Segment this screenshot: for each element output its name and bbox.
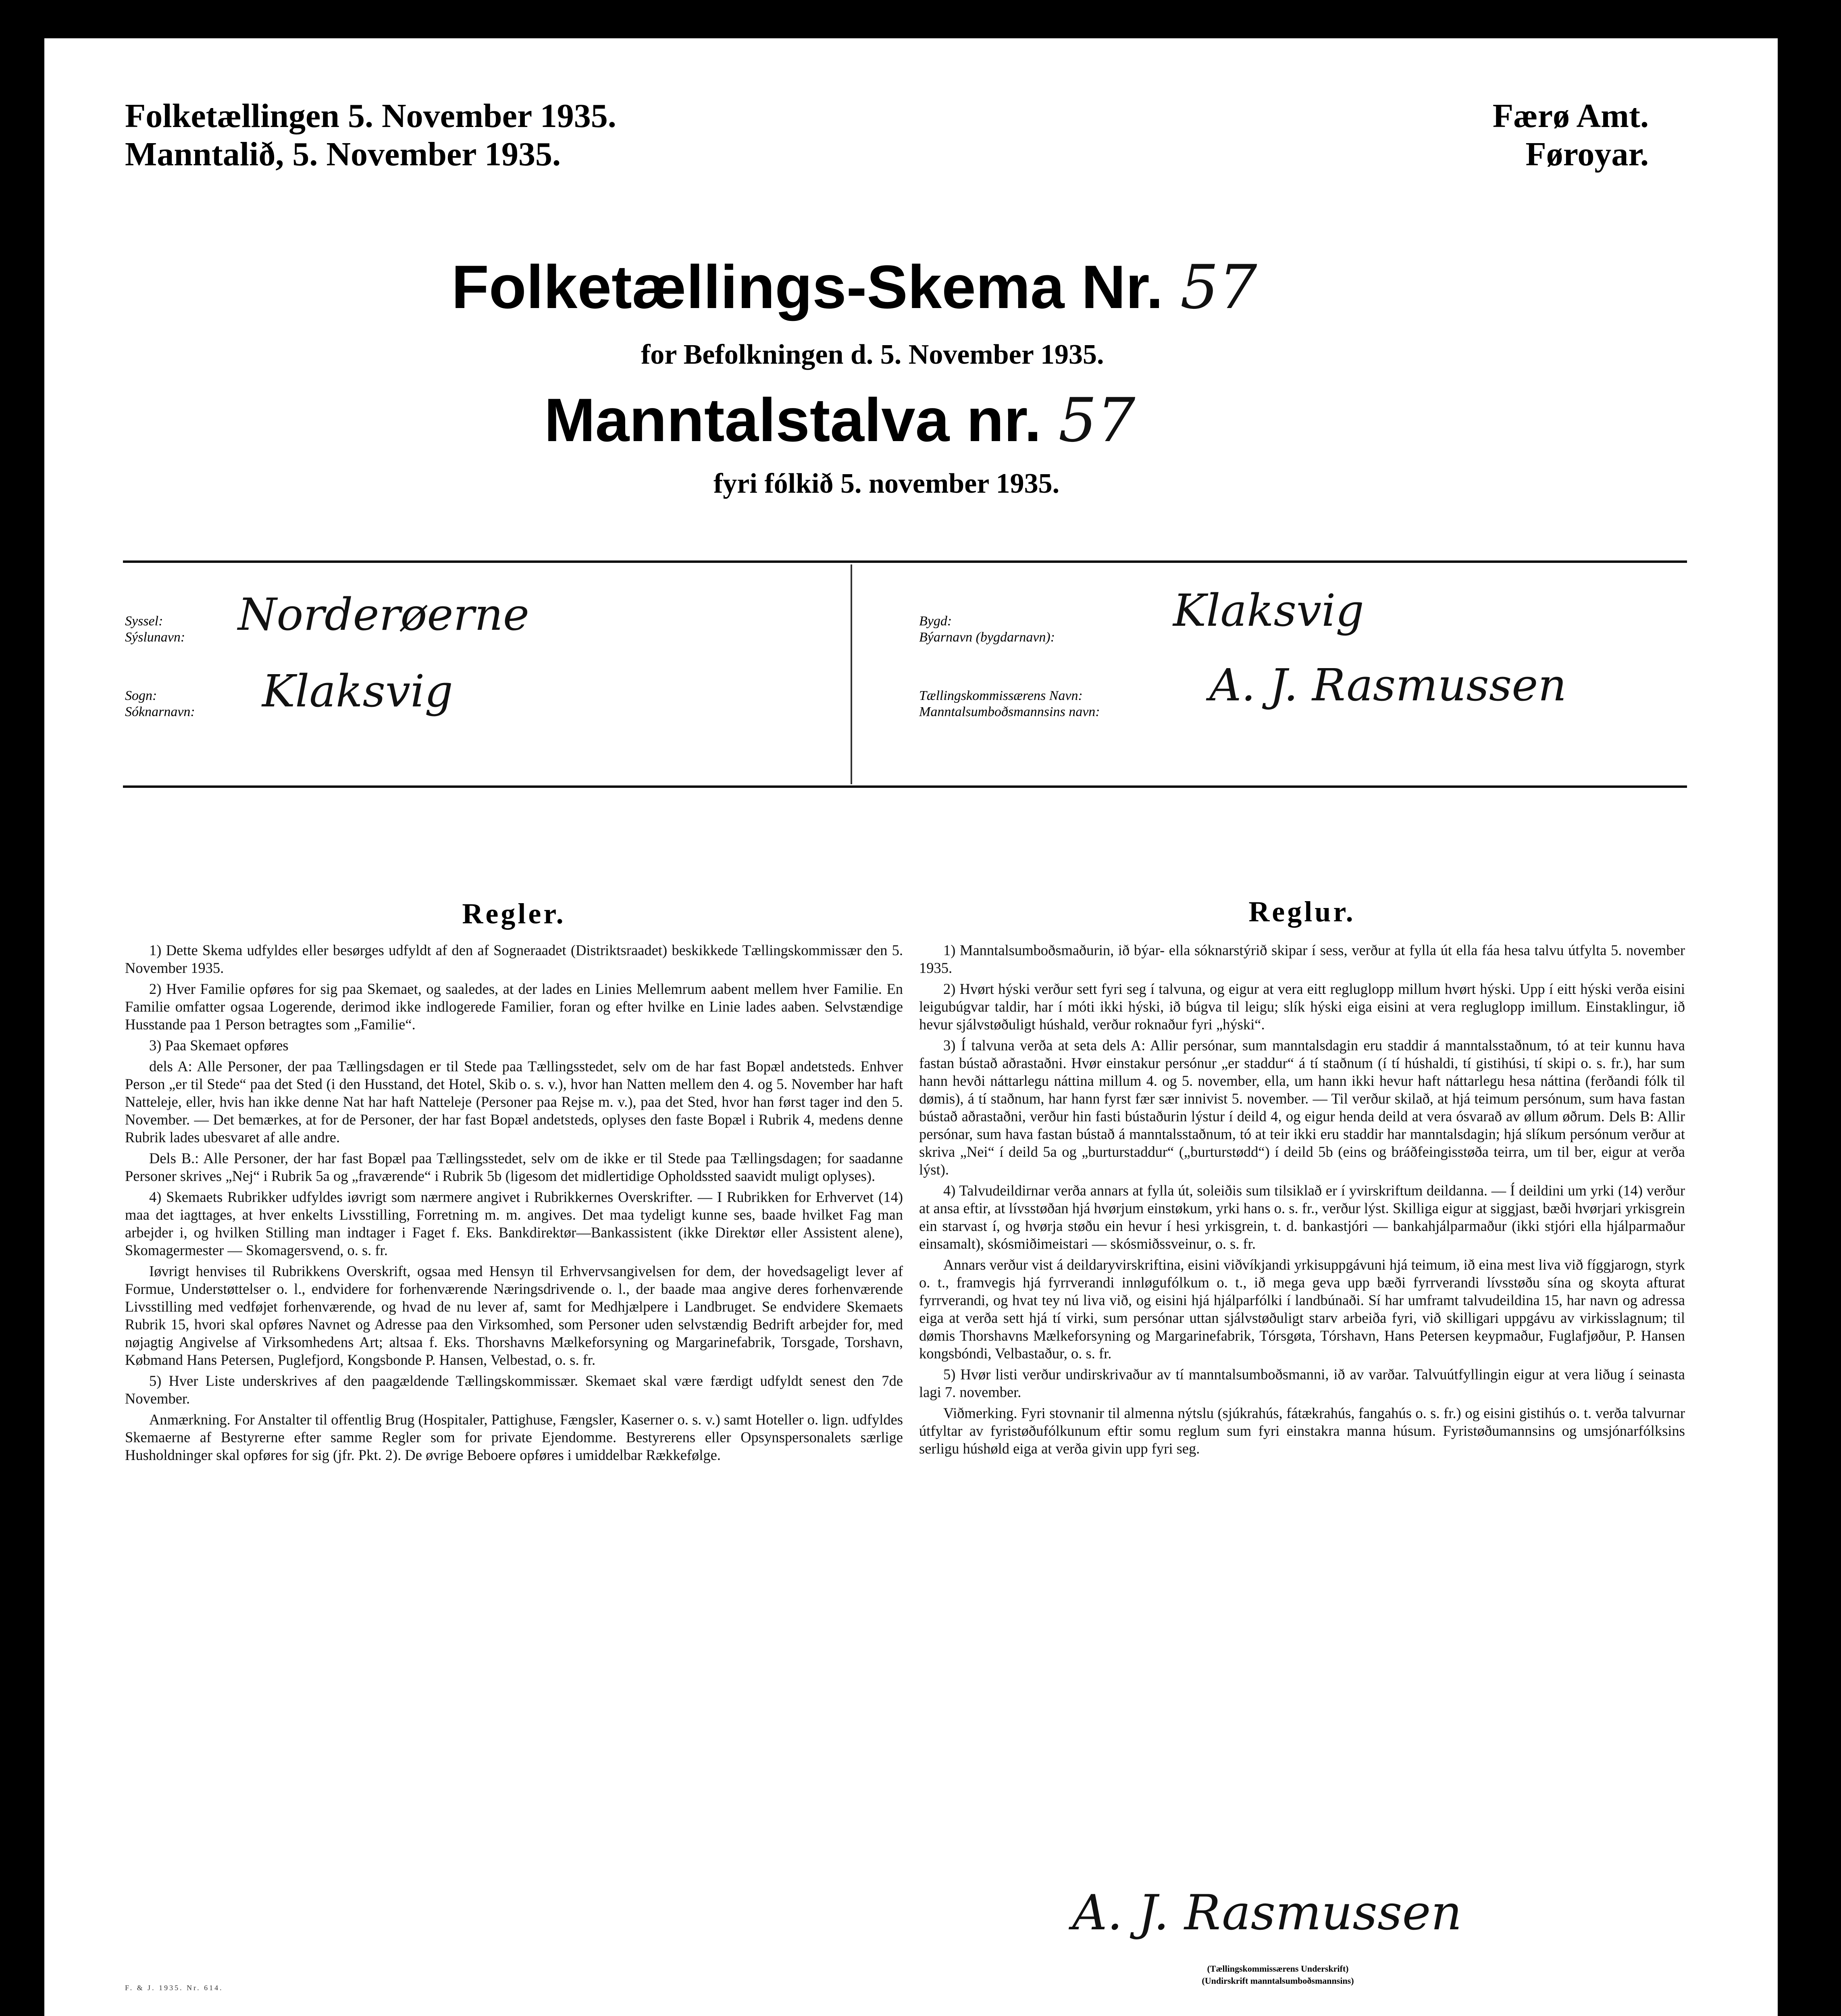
header-census-danish: Folketællingen 5. November 1935.	[125, 97, 616, 135]
sogn-value-handwritten: Klaksvig	[262, 665, 453, 717]
field-block-bottom-rule	[123, 785, 1687, 788]
regler-paragraph: 3) Paa Skemaet opføres	[149, 1037, 289, 1054]
field-block-divider	[851, 564, 852, 784]
regler-paragraph: Dels B.: Alle Personer, der har fast Bopæl paa Tællingsstedet, selv om de ikke er til Stede paa Tællingsdagen; for saadanne Personer skrives „Nej“ i Rubrik 5a og „fraværende“ i Rubrik 5b (ligesom det midlertidige Opholdssted saavidt muligt oplyses).	[125, 1150, 903, 1184]
kommissaer-label: Tællingskommissærens Navn:	[919, 688, 1083, 703]
reglur-paragraph: 2) Hvørt hýski verður sett fyri seg í talvuna, og eigur at vera eitt regluglopp millum hvørt hýski. Upp í eitt hýski verða eisini leigubúgvar taldir, har í móti ikki hýski, ið búgva til leigu; slík hýski eiga eisini at vera regluglopp imillum. Einstaklingur, ið hevur sjálvstøðuligt húshald, verður roknaður fyri „hýski“.	[919, 981, 1685, 1033]
regler-title: Regler.	[462, 898, 566, 930]
soknarnavn-label: Sóknarnavn:	[125, 704, 195, 719]
regler-paragraph: dels A: Alle Personer, der paa Tællingsdagen er til Stede paa Tællingsstedet, selv om de har fast Bopæl andetsteds. Enhver Person „er til Stede“ paa det Sted (i den Husstand, det Hotel, Skib o. s. v.), hvor han Natten mellem den 4. og 5. November har haft Natteleje, eller, hvis han ikke denne Nat har haft Natteleje (Personer paa Rejse m. v.), paa det Sted, hvor han først tager ind den 5. November. — Det bemærkes, at for de Personer, der har fast Bopæl andetsteds, oplyses den faste Bopæl i Rubrik 4, medens denne Rubrik lades ubesvaret af alle andre.	[125, 1058, 903, 1145]
umbodsmann-label: Manntalsumboðsmannsins navn:	[919, 704, 1100, 719]
regler-paragraph: 4) Skemaets Rubrikker udfyldes iøvrigt som nærmere angivet i Rubrikkernes Overskrifter. — I Rubrikken for Erhvervet (14) maa det iagttages, at hver enkelts Livsstilling, Forretning m. m. angives. Det maa tydeligt kunne ses, baade hvilket Fag man arbejder i, og hvilken Stilling man indtager i Faget f. Eks. Bankdirektør—Bankassistent (ikke Direktør eller Assistent alene), Skomagermester — Skomagersvend, o. s. fr.	[125, 1189, 903, 1258]
printer-mark: F. & J. 1935. Nr. 614.	[125, 1984, 223, 1992]
form-number-faroese-handwritten: 57	[1058, 385, 1136, 456]
reglur-paragraph: Viðmerking. Fyri stovnanir til almenna nýtslu (sjúkrahús, fátækrahús, fangahús o. s. fr.) og eisini gistihús o. t. verða talvurnar útfyltar av fyristøðufólkunum eftir somu reglum sum fyri einstakra manna húsum. Fyristøðumannsins og umsjónarfólksins serligu húshøld eiga at verða givin upp fyri seg.	[919, 1405, 1685, 1457]
form-title-faroese-label: Manntalstalva nr.	[544, 386, 1042, 454]
regler-paragraph: Anmærkning. For Anstalter til offentlig Brug (Hospitaler, Pattighuse, Fængsler, Kaserner o. s. v.) samt Hoteller o. lign. udfyldes Skemaerne af Bestyrerne efter samme Regler som for private Ejendomme. Bestyrerens eller Opsynspersonalets særlige Husholdninger skal opføres for sig (jfr. Pkt. 2). De øvrige Beboere opføres i umiddelbar Rækkefølge.	[125, 1411, 903, 1463]
kommissaer-value-handwritten: A. J. Rasmussen	[1209, 659, 1567, 711]
reglur-paragraph: 1) Manntalsumboðsmaðurin, ið býar- ella sóknarstýrið skipar í sess, verður at fylla út ella fáa hesa talvu útfylta 5. november 1935.	[919, 942, 1685, 976]
sogn-label: Sogn:	[125, 688, 157, 703]
syssel-label: Syssel:	[125, 614, 163, 629]
regler-paragraph: Iøvrigt henvises til Rubrikkens Overskrift, ogsaa med Hensyn til Erhvervsangivelsen for dem, der hovedsageligt lever af Formue, Understøttelser o. l., endvidere for forhenværende Næringsdrivende o. l., der baade maa angive deres forhenværende Livsstilling med vedføjet forhenværende, og hvad de nu lever af, samt for Medhjælpere i Landbruget. Se endvidere Skemaets Rubrik 15, hvori skal opføres Navnet og Adresse paa den Virksomhed, som Personer uden selvstændig Bedrift arbejder for, med nøjagtig Angivelse af Virksomhedens Art; altsaa f. Eks. Thorshavns Mælkeforsyning og Margarinefabrik, Torsgade, Torshavn, Købmand Hans Petersen, Puglefjord, Kongsbonde P. Hansen, Velbestad, o. s. fr.	[125, 1263, 903, 1368]
signature-caption-faroese: (Undirskrift manntalsumboðsmannsins)	[1202, 1976, 1354, 1986]
form-title-danish	[451, 252, 1257, 323]
header-census-faroese: Manntalið, 5. November 1935.	[125, 135, 561, 173]
regler-paragraph: 1) Dette Skema udfyldes eller besørges udfyldt af den af Sogneraadet (Distriktsraadet) beskikkede Tællingskommissær den 5. November 1935.	[125, 942, 903, 976]
reglur-column	[919, 941, 1685, 1461]
regler-paragraph: 2) Hver Familie opføres for sig paa Skemaet, og saaledes, at der lades en Linies Mellemrum aabent mellem hver Familie. En Familie omfatter ogsaa Logerende, derimod ikke indlogerede Familier, foran og efter hvilke en Linie lades aaben. Selvstændige Husstande paa 1 Person betragtes som „Familie“.	[125, 981, 903, 1033]
form-title-danish-label: Folketællings-Skema Nr.	[451, 253, 1163, 321]
reglur-paragraph: 5) Hvør listi verður undirskrivaður av tí manntalsumboðsmanni, ið av varðar. Talvuútfyllingin eigur at vera liðug í seinasta lagi 7. november.	[919, 1366, 1685, 1400]
form-subtitle-faroese: fyri fólkið 5. november 1935.	[714, 468, 1060, 499]
form-title-faroese	[544, 385, 1135, 456]
form-number-handwritten: 57	[1180, 252, 1257, 323]
header-county-danish: Færø Amt.	[1492, 97, 1649, 135]
field-block-top-rule	[123, 560, 1687, 563]
reglur-paragraph: 4) Talvudeildirnar verða annars at fylla út, soleiðis sum tilsiklað er í yvirskriftum deildanna. — Í deildini um yrki (14) verður at ansa eftir, at lívsstøðan hjá hvørjum einstøkum, yrki hans o. s. fr., verður lýst. Skilliga eigur at siggjast, bæði hvørjari yrkisgrein ein starvast í, og hvørja støðu ein hevur í hesi yrkisgrein, t. d. bankastjóri — bankahjálparmaður (ikki stjóri ella hjálparmaður einsamalt), skósmiðimeistari — skósmiðssveinur, o. s. fr.	[919, 1182, 1685, 1252]
syslunavn-label: Sýslunavn:	[125, 630, 185, 645]
form-subtitle-danish: for Befolkningen d. 5. November 1935.	[641, 339, 1104, 370]
bygd-value-handwritten: Klaksvig	[1173, 585, 1364, 636]
signature-caption-danish: (Tællingskommissærens Underskrift)	[1207, 1964, 1349, 1974]
syssel-value-handwritten: Norderøerne	[238, 589, 530, 640]
regler-paragraph: 5) Hver Liste underskrives af den paagældende Tællingskommissær. Skemaet skal være færdigt udfyldt senest den 7de November.	[125, 1372, 903, 1407]
census-form-sheet	[44, 38, 1778, 2016]
header-county-faroese: Føroyar.	[1525, 135, 1649, 173]
regler-column	[125, 941, 903, 1467]
byarnavn-label: Býarnavn (bygdarnavn):	[919, 630, 1055, 645]
commissioner-signature: A. J. Rasmussen	[1072, 1885, 1462, 1941]
reglur-paragraph: 3) Í talvuna verða at seta dels A: Allir persónar, sum manntalsdagin eru staddir á manntalsstaðnum, tó at teir kunnu hava fastan bústað aðrastaðni. Hvør einstakur persónur „er staddur“ á tí staðnum (í tí húshaldi, tí gistihúsi, tí skipi o. s. fr.), har sum hann hevði náttarlegu náttina millum 4. og 5. november, ella, um hann ikki hevur haft náttarlegu hesa náttina (ferðandi fólk til dømis), á tí staðnum, har hann fyrst fær sær innivist 5. november. — Til verður skilað, at hjá teimum persónum, sum hava fastan bústað aðrastaðni, verður hin fasti bústaðurin lýstur í deild 4, og eigur henda deild at vera ósvarað av øllum øðrum. Dels B: Allir persónar, sum hava fastan bústað á manntalsstaðnum, tó at teir ikki eru staddir har manntalsdagin; hjá slíkum persónum verður at skriva „Nei“ í deild 5a og „burturstaddur“ („burturstødd“) í deild 5b (eins og bráðfeingisstøða teirra, um til ber, eigur at verða lýst).	[919, 1037, 1685, 1178]
reglur-title: Reglur.	[1248, 896, 1356, 928]
bygd-label: Bygd:	[919, 614, 952, 629]
reglur-paragraph: Annars verður vist á deildaryvirskriftina, eisini viðvíkjandi yrkisuppgávuni hjá teimum, ið eina mest liva við fíggjarogn, styrk o. t., framvegis hjá fyrrverandi innløgufólkum o. t., ið mega geva upp bæði fyrrverandi lívsstøðu sína og skoyta afturat fyrrverandi, og hvat tey nú liva við, og eisini hjá hjálparfólki í landbúnaði. Sí har umframt talvudeildina 15, har navn og adressa eiga at verða sett hjá tí virki, sum persónar uttan sjálvstøðuligt starv arbeiða fyri, við skilligari uppgávu av virkisslagnum; til dømis Thorshavns Mælkeforsyning og Margarinefabrik, Tórsgøta, Tórshavn, Hans Petersen keypmaður, Fuglafjøður, P. Hansen kongsbóndi, Velbastaður, o. s. fr.	[919, 1256, 1685, 1362]
